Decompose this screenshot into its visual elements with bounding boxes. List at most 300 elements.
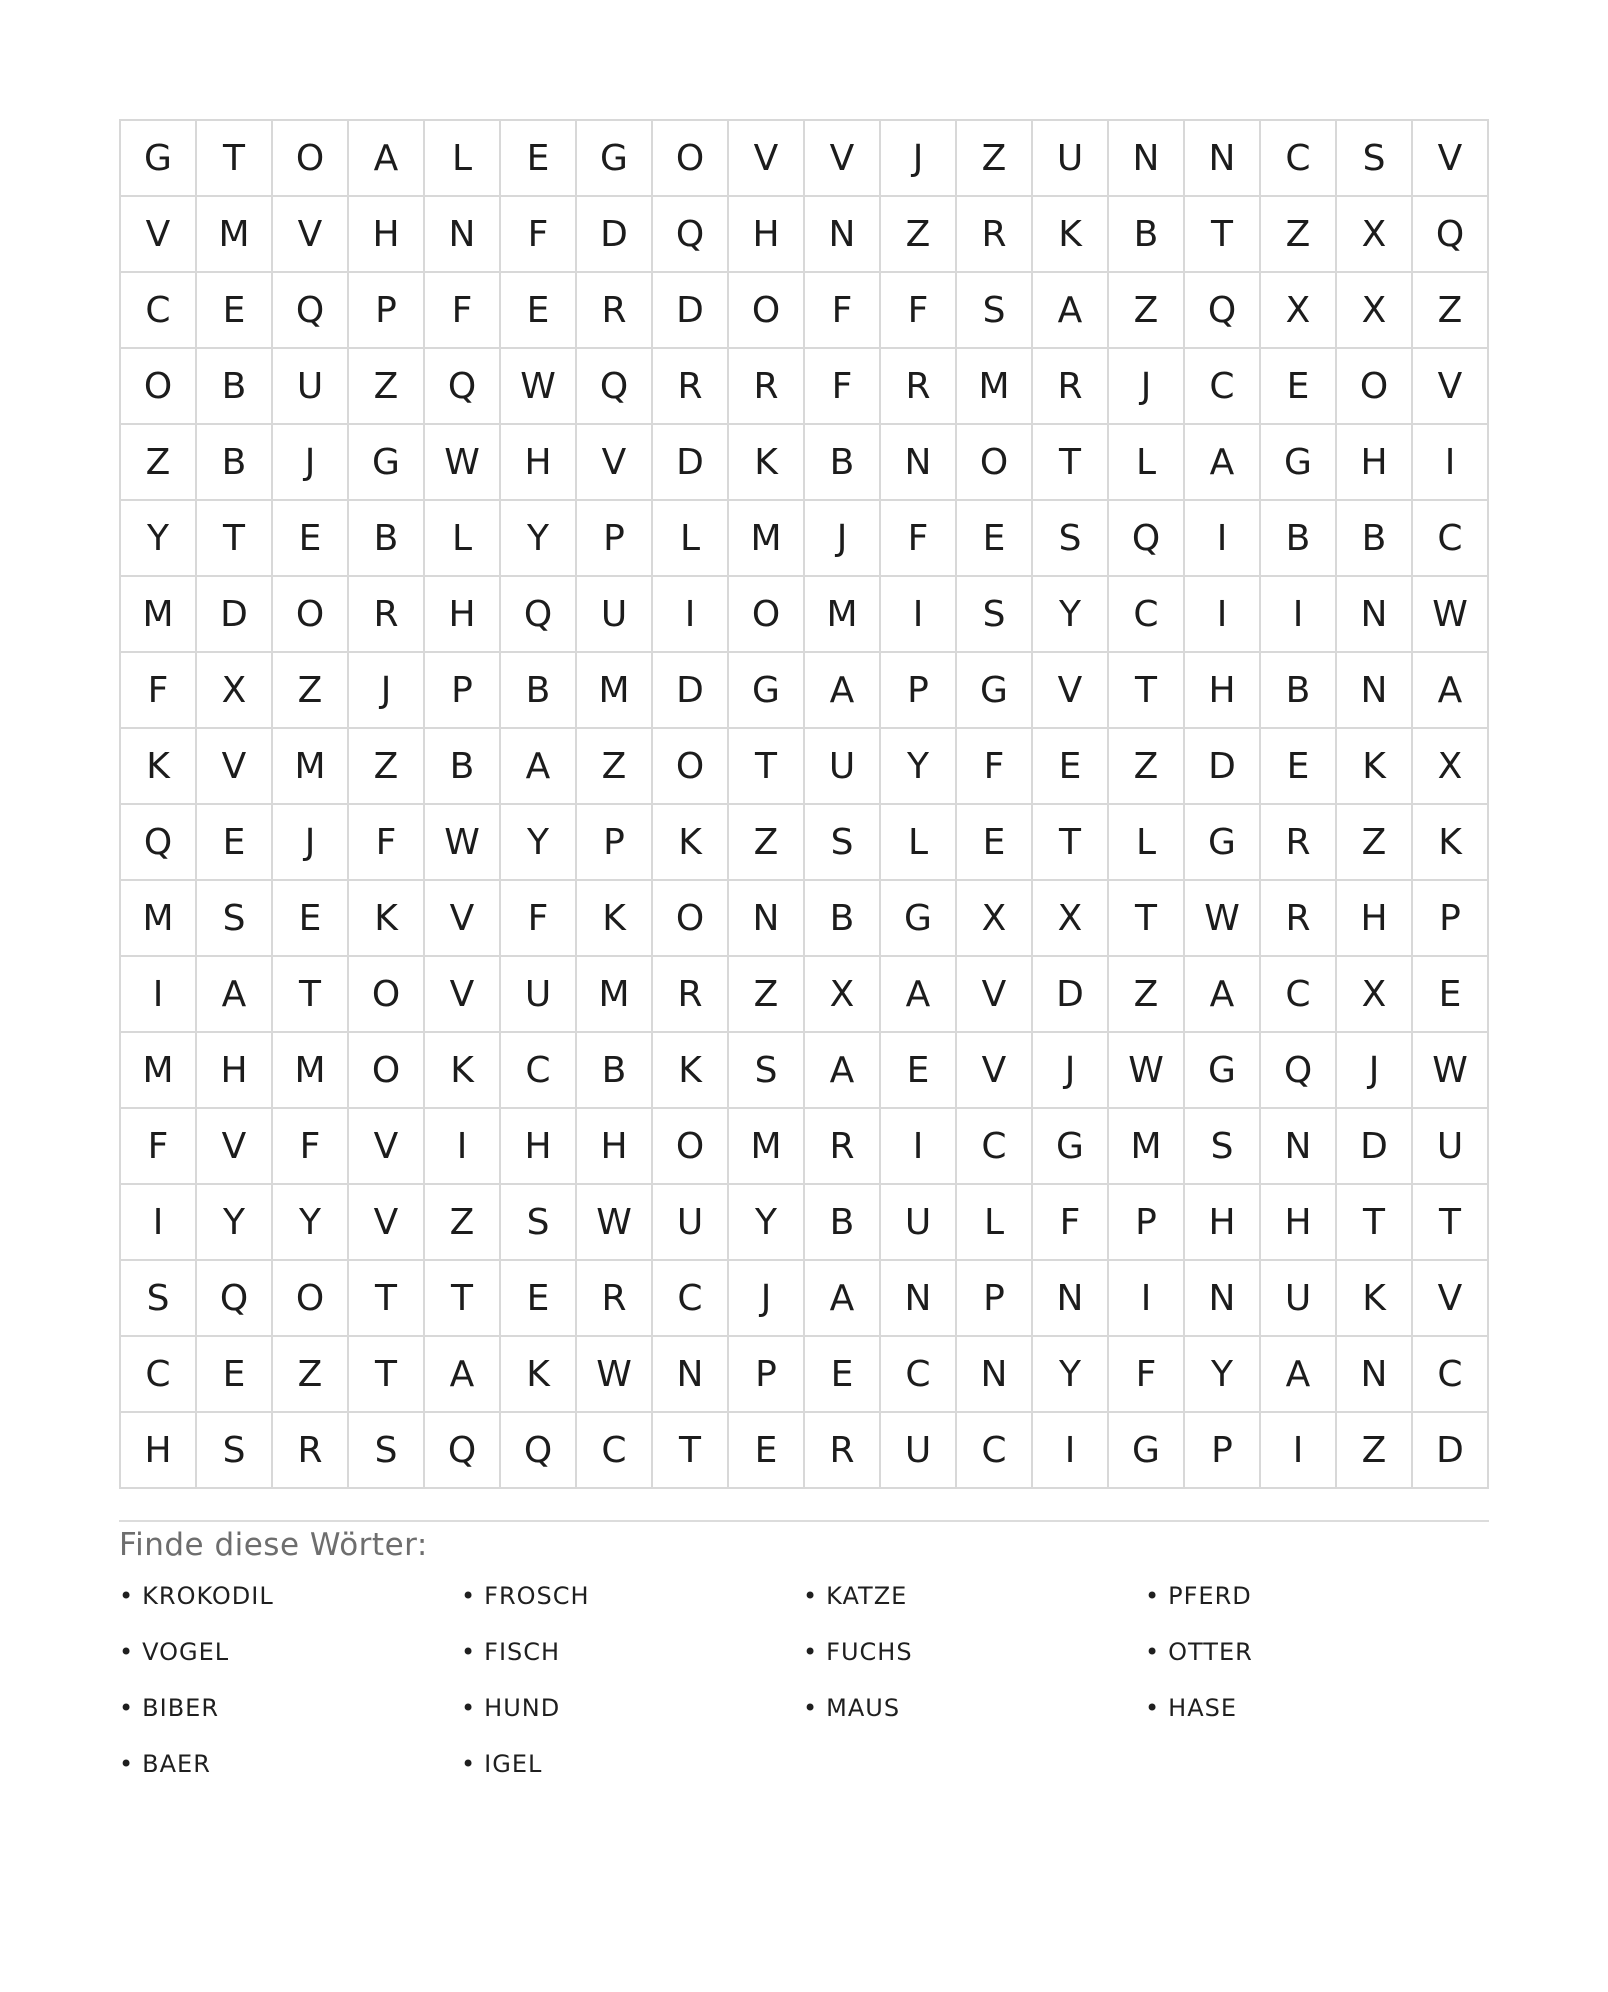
grid-cell[interactable]: K [1033, 197, 1109, 273]
grid-cell[interactable]: R [805, 1109, 881, 1185]
grid-cell[interactable]: R [805, 1413, 881, 1489]
grid-cell[interactable]: A [1033, 273, 1109, 349]
grid-cell[interactable]: D [577, 197, 653, 273]
grid-cell[interactable]: M [197, 197, 273, 273]
grid-cell[interactable]: Q [425, 349, 501, 425]
grid-cell[interactable]: S [1185, 1109, 1261, 1185]
grid-cell[interactable]: Z [349, 349, 425, 425]
grid-cell[interactable]: H [1337, 425, 1413, 501]
grid-cell[interactable]: P [349, 273, 425, 349]
grid-cell[interactable]: H [501, 1109, 577, 1185]
grid-cell[interactable]: J [1109, 349, 1185, 425]
grid-cell[interactable]: B [425, 729, 501, 805]
grid-cell[interactable]: W [577, 1337, 653, 1413]
grid-cell[interactable]: H [197, 1033, 273, 1109]
grid-cell[interactable]: G [729, 653, 805, 729]
grid-cell[interactable]: V [349, 1109, 425, 1185]
grid-cell[interactable]: H [577, 1109, 653, 1185]
grid-cell[interactable]: T [1413, 1185, 1489, 1261]
grid-cell[interactable]: E [1033, 729, 1109, 805]
grid-cell[interactable]: B [577, 1033, 653, 1109]
grid-cell[interactable]: L [957, 1185, 1033, 1261]
grid-cell[interactable]: N [881, 1261, 957, 1337]
grid-cell[interactable]: X [805, 957, 881, 1033]
grid-cell[interactable]: S [957, 273, 1033, 349]
grid-cell[interactable]: I [1261, 577, 1337, 653]
grid-cell[interactable]: V [425, 881, 501, 957]
grid-cell[interactable]: G [1261, 425, 1337, 501]
grid-cell[interactable]: W [425, 425, 501, 501]
grid-cell[interactable]: C [881, 1337, 957, 1413]
grid-cell[interactable]: I [121, 957, 197, 1033]
grid-cell[interactable]: E [1261, 349, 1337, 425]
grid-cell[interactable]: B [197, 349, 273, 425]
grid-cell[interactable]: O [273, 1261, 349, 1337]
grid-cell[interactable]: Y [121, 501, 197, 577]
grid-cell[interactable]: M [273, 1033, 349, 1109]
grid-cell[interactable]: Z [1337, 1413, 1413, 1489]
grid-cell[interactable]: F [501, 881, 577, 957]
grid-cell[interactable]: B [805, 425, 881, 501]
grid-cell[interactable]: N [1033, 1261, 1109, 1337]
grid-cell[interactable]: N [1185, 1261, 1261, 1337]
grid-cell[interactable]: D [653, 273, 729, 349]
grid-cell[interactable]: A [805, 1033, 881, 1109]
grid-cell[interactable]: I [1185, 577, 1261, 653]
grid-cell[interactable]: M [121, 577, 197, 653]
grid-cell[interactable]: Z [1337, 805, 1413, 881]
grid-cell[interactable]: M [729, 1109, 805, 1185]
grid-cell[interactable]: Q [273, 273, 349, 349]
grid-cell[interactable]: H [1337, 881, 1413, 957]
grid-cell[interactable]: Y [729, 1185, 805, 1261]
grid-cell[interactable]: C [1413, 1337, 1489, 1413]
grid-cell[interactable]: G [577, 121, 653, 197]
grid-cell[interactable]: M [577, 653, 653, 729]
grid-cell[interactable]: C [1185, 349, 1261, 425]
grid-cell[interactable]: K [501, 1337, 577, 1413]
grid-cell[interactable]: K [349, 881, 425, 957]
grid-cell[interactable]: J [729, 1261, 805, 1337]
grid-cell[interactable]: V [805, 121, 881, 197]
grid-cell[interactable]: T [1185, 197, 1261, 273]
grid-cell[interactable]: R [881, 349, 957, 425]
grid-cell[interactable]: V [1413, 349, 1489, 425]
grid-cell[interactable]: T [653, 1413, 729, 1489]
grid-cell[interactable]: U [1033, 121, 1109, 197]
grid-cell[interactable]: K [653, 1033, 729, 1109]
grid-cell[interactable]: N [653, 1337, 729, 1413]
grid-cell[interactable]: S [121, 1261, 197, 1337]
grid-cell[interactable]: X [957, 881, 1033, 957]
grid-cell[interactable]: S [197, 881, 273, 957]
grid-cell[interactable]: V [1033, 653, 1109, 729]
grid-cell[interactable]: B [1261, 653, 1337, 729]
grid-cell[interactable]: X [197, 653, 273, 729]
grid-cell[interactable]: B [1109, 197, 1185, 273]
grid-cell[interactable]: U [577, 577, 653, 653]
grid-cell[interactable]: A [805, 1261, 881, 1337]
grid-cell[interactable]: M [121, 1033, 197, 1109]
grid-cell[interactable]: N [881, 425, 957, 501]
grid-cell[interactable]: E [1261, 729, 1337, 805]
grid-cell[interactable]: L [425, 121, 501, 197]
grid-cell[interactable]: X [1413, 729, 1489, 805]
grid-cell[interactable]: R [653, 349, 729, 425]
grid-cell[interactable]: E [197, 805, 273, 881]
grid-cell[interactable]: I [121, 1185, 197, 1261]
grid-cell[interactable]: N [1261, 1109, 1337, 1185]
grid-cell[interactable]: A [1413, 653, 1489, 729]
grid-cell[interactable]: Q [577, 349, 653, 425]
grid-cell[interactable]: F [881, 501, 957, 577]
grid-cell[interactable]: Q [197, 1261, 273, 1337]
grid-cell[interactable]: Q [501, 1413, 577, 1489]
grid-cell[interactable]: W [501, 349, 577, 425]
grid-cell[interactable]: V [577, 425, 653, 501]
grid-cell[interactable]: G [1185, 1033, 1261, 1109]
grid-cell[interactable]: K [729, 425, 805, 501]
grid-cell[interactable]: R [273, 1413, 349, 1489]
grid-cell[interactable]: U [501, 957, 577, 1033]
grid-cell[interactable]: N [1337, 577, 1413, 653]
grid-cell[interactable]: Y [197, 1185, 273, 1261]
grid-cell[interactable]: F [805, 273, 881, 349]
grid-cell[interactable]: C [121, 273, 197, 349]
grid-cell[interactable]: K [577, 881, 653, 957]
grid-cell[interactable]: R [1261, 881, 1337, 957]
grid-cell[interactable]: V [1413, 121, 1489, 197]
grid-cell[interactable]: D [197, 577, 273, 653]
grid-cell[interactable]: E [729, 1413, 805, 1489]
grid-cell[interactable]: O [653, 729, 729, 805]
grid-cell[interactable]: F [1033, 1185, 1109, 1261]
grid-cell[interactable]: Z [577, 729, 653, 805]
grid-cell[interactable]: Q [1109, 501, 1185, 577]
grid-cell[interactable]: O [653, 1109, 729, 1185]
grid-cell[interactable]: L [1109, 805, 1185, 881]
grid-cell[interactable]: F [349, 805, 425, 881]
grid-cell[interactable]: U [273, 349, 349, 425]
grid-cell[interactable]: D [1185, 729, 1261, 805]
grid-cell[interactable]: T [349, 1337, 425, 1413]
grid-cell[interactable]: R [577, 1261, 653, 1337]
grid-cell[interactable]: E [957, 501, 1033, 577]
grid-cell[interactable]: N [957, 1337, 1033, 1413]
grid-cell[interactable]: V [197, 1109, 273, 1185]
grid-cell[interactable]: A [1185, 957, 1261, 1033]
grid-cell[interactable]: C [653, 1261, 729, 1337]
grid-cell[interactable]: H [1185, 1185, 1261, 1261]
grid-cell[interactable]: R [577, 273, 653, 349]
grid-cell[interactable]: B [1261, 501, 1337, 577]
grid-cell[interactable]: K [1413, 805, 1489, 881]
grid-cell[interactable]: X [1261, 273, 1337, 349]
grid-cell[interactable]: E [501, 273, 577, 349]
grid-cell[interactable]: O [729, 577, 805, 653]
grid-cell[interactable]: H [121, 1413, 197, 1489]
grid-cell[interactable]: F [273, 1109, 349, 1185]
grid-cell[interactable]: Y [1033, 577, 1109, 653]
grid-cell[interactable]: Z [881, 197, 957, 273]
grid-cell[interactable]: Z [1261, 197, 1337, 273]
grid-cell[interactable]: O [1337, 349, 1413, 425]
grid-cell[interactable]: F [121, 1109, 197, 1185]
grid-cell[interactable]: I [881, 1109, 957, 1185]
grid-cell[interactable]: Z [729, 957, 805, 1033]
grid-cell[interactable]: Z [425, 1185, 501, 1261]
grid-cell[interactable]: A [881, 957, 957, 1033]
grid-cell[interactable]: Q [121, 805, 197, 881]
grid-cell[interactable]: Z [729, 805, 805, 881]
grid-cell[interactable]: G [1185, 805, 1261, 881]
grid-cell[interactable]: N [729, 881, 805, 957]
grid-cell[interactable]: S [349, 1413, 425, 1489]
grid-cell[interactable]: V [1413, 1261, 1489, 1337]
grid-cell[interactable]: I [1185, 501, 1261, 577]
grid-cell[interactable]: G [881, 881, 957, 957]
grid-cell[interactable]: M [577, 957, 653, 1033]
grid-cell[interactable]: P [577, 805, 653, 881]
grid-cell[interactable]: Z [273, 1337, 349, 1413]
grid-cell[interactable]: B [805, 881, 881, 957]
grid-cell[interactable]: X [1033, 881, 1109, 957]
grid-cell[interactable]: N [805, 197, 881, 273]
grid-cell[interactable]: Z [121, 425, 197, 501]
grid-cell[interactable]: E [881, 1033, 957, 1109]
grid-cell[interactable]: W [1413, 577, 1489, 653]
grid-cell[interactable]: C [957, 1413, 1033, 1489]
grid-cell[interactable]: U [1413, 1109, 1489, 1185]
grid-cell[interactable]: A [1261, 1337, 1337, 1413]
grid-cell[interactable]: I [1261, 1413, 1337, 1489]
grid-cell[interactable]: K [653, 805, 729, 881]
grid-cell[interactable]: V [349, 1185, 425, 1261]
grid-cell[interactable]: O [729, 273, 805, 349]
grid-cell[interactable]: Z [1109, 729, 1185, 805]
grid-cell[interactable]: A [1185, 425, 1261, 501]
grid-cell[interactable]: J [273, 425, 349, 501]
grid-cell[interactable]: W [1185, 881, 1261, 957]
grid-cell[interactable]: K [425, 1033, 501, 1109]
grid-cell[interactable]: O [957, 425, 1033, 501]
grid-cell[interactable]: Y [1185, 1337, 1261, 1413]
grid-cell[interactable]: K [1337, 1261, 1413, 1337]
grid-cell[interactable]: V [957, 957, 1033, 1033]
grid-cell[interactable]: S [957, 577, 1033, 653]
grid-cell[interactable]: N [1185, 121, 1261, 197]
grid-cell[interactable]: C [1413, 501, 1489, 577]
grid-cell[interactable]: I [881, 577, 957, 653]
grid-cell[interactable]: Z [1413, 273, 1489, 349]
grid-cell[interactable]: L [425, 501, 501, 577]
grid-cell[interactable]: Y [881, 729, 957, 805]
grid-cell[interactable]: S [197, 1413, 273, 1489]
grid-cell[interactable]: E [1413, 957, 1489, 1033]
grid-cell[interactable]: E [273, 881, 349, 957]
grid-cell[interactable]: P [1185, 1413, 1261, 1489]
grid-cell[interactable]: H [1261, 1185, 1337, 1261]
grid-cell[interactable]: H [729, 197, 805, 273]
grid-cell[interactable]: J [349, 653, 425, 729]
grid-cell[interactable]: N [1337, 1337, 1413, 1413]
grid-cell[interactable]: H [1185, 653, 1261, 729]
grid-cell[interactable]: D [653, 425, 729, 501]
grid-cell[interactable]: A [805, 653, 881, 729]
grid-cell[interactable]: T [1033, 805, 1109, 881]
grid-cell[interactable]: A [349, 121, 425, 197]
grid-cell[interactable]: U [881, 1413, 957, 1489]
grid-cell[interactable]: P [425, 653, 501, 729]
grid-cell[interactable]: R [349, 577, 425, 653]
grid-cell[interactable]: P [729, 1337, 805, 1413]
grid-cell[interactable]: G [349, 425, 425, 501]
grid-cell[interactable]: T [729, 729, 805, 805]
grid-cell[interactable]: O [349, 957, 425, 1033]
grid-cell[interactable]: C [1261, 121, 1337, 197]
grid-cell[interactable]: G [121, 121, 197, 197]
grid-cell[interactable]: C [957, 1109, 1033, 1185]
grid-cell[interactable]: T [197, 501, 273, 577]
grid-cell[interactable]: E [501, 1261, 577, 1337]
grid-cell[interactable]: D [1413, 1413, 1489, 1489]
grid-cell[interactable]: T [1109, 881, 1185, 957]
grid-cell[interactable]: L [881, 805, 957, 881]
grid-cell[interactable]: R [1261, 805, 1337, 881]
grid-cell[interactable]: Q [425, 1413, 501, 1489]
grid-cell[interactable]: H [425, 577, 501, 653]
grid-cell[interactable]: B [1337, 501, 1413, 577]
grid-cell[interactable]: T [273, 957, 349, 1033]
grid-cell[interactable]: P [577, 501, 653, 577]
grid-cell[interactable]: D [653, 653, 729, 729]
grid-cell[interactable]: E [197, 273, 273, 349]
grid-cell[interactable]: O [653, 881, 729, 957]
grid-cell[interactable]: C [121, 1337, 197, 1413]
grid-cell[interactable]: E [957, 805, 1033, 881]
grid-cell[interactable]: M [273, 729, 349, 805]
grid-cell[interactable]: T [1109, 653, 1185, 729]
grid-cell[interactable]: W [425, 805, 501, 881]
grid-cell[interactable]: X [1337, 197, 1413, 273]
grid-cell[interactable]: W [1109, 1033, 1185, 1109]
grid-cell[interactable]: H [349, 197, 425, 273]
grid-cell[interactable]: B [805, 1185, 881, 1261]
grid-cell[interactable]: V [729, 121, 805, 197]
grid-cell[interactable]: Z [957, 121, 1033, 197]
grid-cell[interactable]: O [273, 577, 349, 653]
grid-cell[interactable]: V [121, 197, 197, 273]
grid-cell[interactable]: P [1413, 881, 1489, 957]
grid-cell[interactable]: G [1033, 1109, 1109, 1185]
grid-cell[interactable]: S [729, 1033, 805, 1109]
grid-cell[interactable]: F [957, 729, 1033, 805]
grid-cell[interactable]: A [425, 1337, 501, 1413]
grid-cell[interactable]: V [425, 957, 501, 1033]
grid-cell[interactable]: V [197, 729, 273, 805]
grid-cell[interactable]: R [653, 957, 729, 1033]
grid-cell[interactable]: T [1033, 425, 1109, 501]
grid-cell[interactable]: X [1337, 273, 1413, 349]
grid-cell[interactable]: A [501, 729, 577, 805]
grid-cell[interactable]: C [1261, 957, 1337, 1033]
grid-cell[interactable]: W [1413, 1033, 1489, 1109]
grid-cell[interactable]: Z [273, 653, 349, 729]
grid-cell[interactable]: J [881, 121, 957, 197]
grid-cell[interactable]: W [577, 1185, 653, 1261]
grid-cell[interactable]: N [1109, 121, 1185, 197]
grid-cell[interactable]: C [1109, 577, 1185, 653]
grid-cell[interactable]: M [121, 881, 197, 957]
grid-cell[interactable]: J [1033, 1033, 1109, 1109]
grid-cell[interactable]: D [1337, 1109, 1413, 1185]
grid-cell[interactable]: M [805, 577, 881, 653]
grid-cell[interactable]: C [501, 1033, 577, 1109]
grid-cell[interactable]: V [273, 197, 349, 273]
grid-cell[interactable]: P [1109, 1185, 1185, 1261]
grid-cell[interactable]: X [1337, 957, 1413, 1033]
grid-cell[interactable]: S [501, 1185, 577, 1261]
grid-cell[interactable]: F [805, 349, 881, 425]
grid-cell[interactable]: I [1413, 425, 1489, 501]
grid-cell[interactable]: Z [1109, 957, 1185, 1033]
grid-cell[interactable]: J [273, 805, 349, 881]
grid-cell[interactable]: Y [501, 805, 577, 881]
grid-cell[interactable]: J [1337, 1033, 1413, 1109]
grid-cell[interactable]: Y [1033, 1337, 1109, 1413]
grid-cell[interactable]: U [805, 729, 881, 805]
grid-cell[interactable]: E [805, 1337, 881, 1413]
grid-cell[interactable]: P [881, 653, 957, 729]
grid-cell[interactable]: E [197, 1337, 273, 1413]
grid-cell[interactable]: T [425, 1261, 501, 1337]
grid-cell[interactable]: O [121, 349, 197, 425]
grid-cell[interactable]: L [1109, 425, 1185, 501]
grid-cell[interactable]: Q [501, 577, 577, 653]
grid-cell[interactable]: F [881, 273, 957, 349]
grid-cell[interactable]: O [653, 121, 729, 197]
grid-cell[interactable]: F [501, 197, 577, 273]
grid-cell[interactable]: L [653, 501, 729, 577]
grid-cell[interactable]: Q [1185, 273, 1261, 349]
grid-cell[interactable]: R [957, 197, 1033, 273]
grid-cell[interactable]: T [1337, 1185, 1413, 1261]
grid-cell[interactable]: G [957, 653, 1033, 729]
grid-cell[interactable]: M [1109, 1109, 1185, 1185]
grid-cell[interactable]: C [577, 1413, 653, 1489]
grid-cell[interactable]: U [1261, 1261, 1337, 1337]
grid-cell[interactable]: Y [273, 1185, 349, 1261]
grid-cell[interactable]: M [729, 501, 805, 577]
grid-cell[interactable]: M [957, 349, 1033, 425]
grid-cell[interactable]: F [121, 653, 197, 729]
grid-cell[interactable]: V [957, 1033, 1033, 1109]
grid-cell[interactable]: B [349, 501, 425, 577]
grid-cell[interactable]: S [1033, 501, 1109, 577]
grid-cell[interactable]: Z [349, 729, 425, 805]
grid-cell[interactable]: R [1033, 349, 1109, 425]
grid-cell[interactable]: N [425, 197, 501, 273]
grid-cell[interactable]: U [653, 1185, 729, 1261]
grid-cell[interactable]: O [273, 121, 349, 197]
grid-cell[interactable]: T [197, 121, 273, 197]
grid-cell[interactable]: E [501, 121, 577, 197]
grid-cell[interactable]: U [881, 1185, 957, 1261]
grid-cell[interactable]: I [653, 577, 729, 653]
grid-cell[interactable]: Q [653, 197, 729, 273]
grid-cell[interactable]: Q [1261, 1033, 1337, 1109]
grid-cell[interactable]: F [425, 273, 501, 349]
